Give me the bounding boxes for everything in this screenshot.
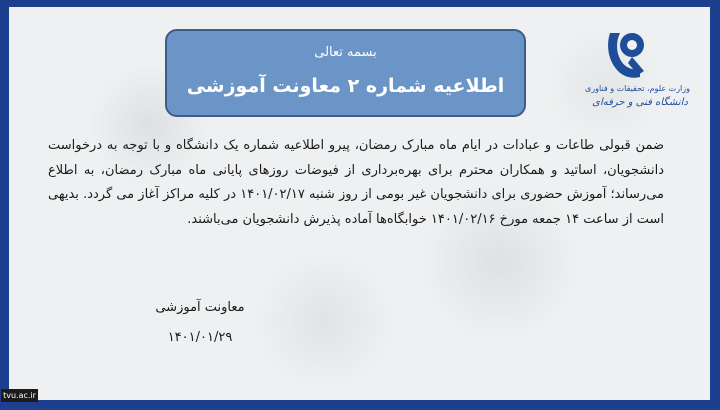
signature-name: معاونت آموزشی xyxy=(155,300,245,315)
site-badge[interactable]: tvu.ac.ir xyxy=(1,389,38,402)
signature-date: ۱۴۰۱/۰۱/۲۹ xyxy=(167,330,233,345)
title-box xyxy=(165,29,526,117)
bismillah-heading: بسمه تعالی xyxy=(314,45,377,60)
page-title: اطلاعیه شماره ۲ معاونت آموزشی xyxy=(186,75,505,97)
university-logo xyxy=(585,27,700,119)
notice-body xyxy=(48,134,664,232)
logo-university-text: دانشگاه فنی و حرفه‌ای xyxy=(592,97,688,108)
logo-ministry-text: وزارت علوم، تحقیقات و فناوری xyxy=(585,84,690,93)
notice-paragraph: ضمن قبولی طاعات و عبادات در ایام ماه مبارک رمضان، پیرو اطلاعیه شماره یک دانشگاه و با توجه به درخواست دانشجویان، اساتید و همکاران محترم برای بهره‌برداری از فیوضات روزهای پایانی ماه مبارک رمضان، به اطلاع می‌رساند؛ آموزش حضوری برای دانشجویان غیر بومی از روز شنبه ۱۴۰۱/۰۲/۱۷ در کلیه مراکز آغاز می گردد. بدیهی است از ساعت ۱۴ جمعه مورخ ۱۴۰۱/۰۲/۱۶ خوابگاه‌ها آماده پذیرش دانشجویان می‌باشند. xyxy=(48,138,664,227)
university-logo-icon xyxy=(602,27,650,83)
